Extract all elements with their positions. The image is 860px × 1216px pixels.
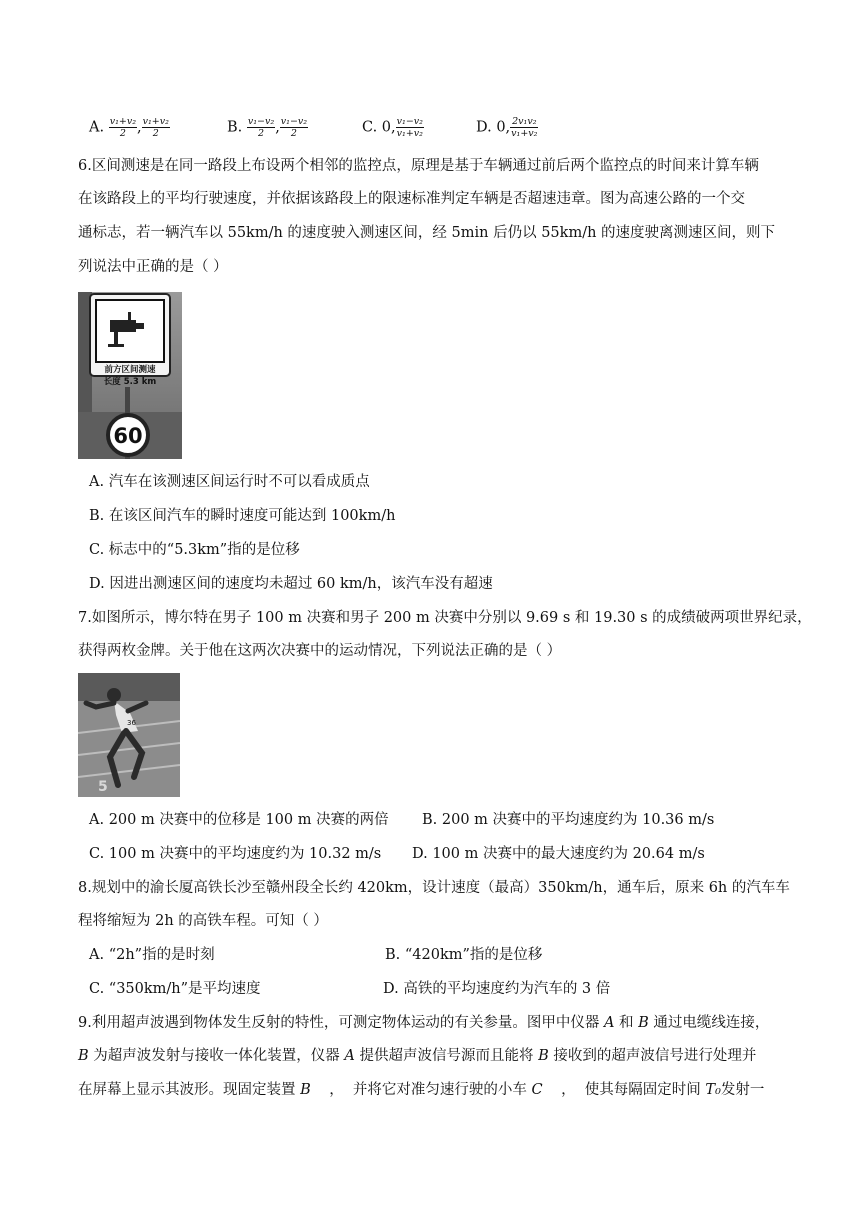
q6-stem-line-3: 通标志，若一辆汽车以 55km/h 的速度驶入测速区间，经 5min 后仍以 55km/h 的速度驶离测速区间，则下 [78,225,776,241]
fraction [142,116,170,139]
fraction [109,116,137,139]
device-a: A [344,1048,355,1064]
lane-number: 5 [98,779,108,795]
q7-stem-line-1: 7.如图所示，博尔特在男子 100 m 决赛和男子 200 m 决赛中分别以 9.69 s 和 19.30 s 的成绩破两项世界纪录， [78,610,812,626]
fraction [510,116,538,139]
fraction [280,116,308,139]
option-label: D. 0, [476,119,511,136]
option-label: B. [227,119,243,136]
fraction [247,116,275,139]
text: 和 [614,1015,639,1031]
text: 提供超声波信号源而且能将 [354,1048,539,1064]
text: 发射一 [720,1082,765,1098]
text: 接收到的超声波信号进行处理并 [548,1048,757,1064]
q8-option-c: C. “350km/h”是平均速度 [89,981,261,997]
device-b: B [638,1015,649,1031]
q7-stem-line-2: 获得两枚金牌。关于他在这两次决赛中的运动情况，下列说法正确的是（ ） [78,643,562,659]
sign-text-line-2: 长度 5.3 km [103,377,157,387]
q6-option-c: C. 标志中的“5.3km”指的是位移 [89,542,300,558]
text: 通过电缆线连接， [648,1015,770,1031]
text: ， 使其每隔固定时间 [542,1082,706,1098]
device-b: B [538,1048,549,1064]
text: 为超声波发射与接收一体化装置，仪器 [88,1048,345,1064]
device-b: B [78,1048,89,1064]
denominator: 2 [119,128,126,139]
fraction [396,116,424,139]
bib-number: 36 [127,719,136,727]
denominator: 2 [152,128,159,139]
speed-limit-number: 60 [113,424,143,448]
q6-stem-line-1: 6.区间测速是在同一路段上布设两个相邻的监控点，原理是基于车辆通过前后两个监控点的时间来计算车辆 [78,158,759,174]
q9-line-2 [78,1046,756,1066]
sprinter-image [78,673,180,797]
q5-option-a [89,116,170,139]
q7-option-a: A. 200 m 决赛中的位移是 100 m 决赛的两倍 [89,812,389,828]
q9-line-1 [78,1013,769,1033]
denominator: 2 [290,128,297,139]
q6-option-b: B. 在该区间汽车的瞬时速度可能达到 100km/h [89,508,396,524]
period-t0: T₀ [705,1082,721,1098]
numerator: v₁+v₂ [142,116,169,127]
text: 在屏幕上显示其波形。现固定装置 [78,1082,301,1098]
sprinter-photo [78,673,180,797]
q6-stem-line-2: 在该路段上的平均行驶速度，并依据该路段上的限速标准判定车辆是否超速违章。图为高速公路的一个交 [78,191,745,207]
denominator: 2 [258,128,265,139]
car-c: C [531,1082,543,1098]
sign-text-line-1: 前方区间测速 [104,365,156,375]
numerator: v₁−v₂ [280,116,308,127]
q7-option-c: C. 100 m 决赛中的平均速度约为 10.32 m/s [89,846,382,862]
q5-option-c [362,116,424,139]
denominator: v₁+v₂ [396,128,423,139]
denominator: v₁+v₂ [511,128,538,139]
numerator: v₁−v₂ [396,116,423,127]
comma: , [275,119,280,136]
q8-option-a: A. “2h”指的是时刻 [89,947,215,963]
q7-option-d: D. 100 m 决赛中的最大速度约为 20.64 m/s [412,846,705,862]
q7-option-b: B. 200 m 决赛中的平均速度约为 10.36 m/s [422,812,715,828]
q5-option-d [476,116,538,139]
device-b: B [300,1082,311,1098]
q9-line-3 [78,1080,764,1100]
traffic-sign-image [78,292,182,459]
device-a: A [603,1015,615,1031]
text: 9.利用超声波遇到物体发生反射的特性，可测定物体运动的有关参量。图甲中仪器 [78,1015,604,1031]
comma: , [137,119,142,136]
q8-stem-line-2: 程将缩短为 2h 的高铁车程。可知（ ） [78,913,328,929]
numerator: v₁−v₂ [247,116,275,127]
numerator: v₁+v₂ [109,116,137,127]
q8-option-d: D. 高铁的平均速度约为汽车的 3 倍 [383,981,611,997]
text: ， 并将它对准匀速行驶的小车 [310,1082,532,1098]
q6-stem-line-4: 列说法中正确的是（ ） [78,259,228,275]
q6-option-d: D. 因进出测速区间的速度均未超过 60 km/h，该汽车没有超速 [89,576,493,592]
numerator: 2v₁v₂ [512,116,537,127]
traffic-sign-photo [78,292,182,459]
q5-option-b [227,116,308,139]
q8-option-b: B. “420km”指的是位移 [385,947,543,963]
q8-stem-line-1: 8.规划中的渝长厦高铁长沙至赣州段全长约 420km，设计速度（最高）350km/h，通车后，原来 6h 的汽车车 [78,880,790,896]
option-label: C. 0, [362,119,396,136]
option-label: A. [89,119,105,136]
q6-option-a: A. 汽车在该测速区间运行时不可以看成质点 [89,474,370,490]
